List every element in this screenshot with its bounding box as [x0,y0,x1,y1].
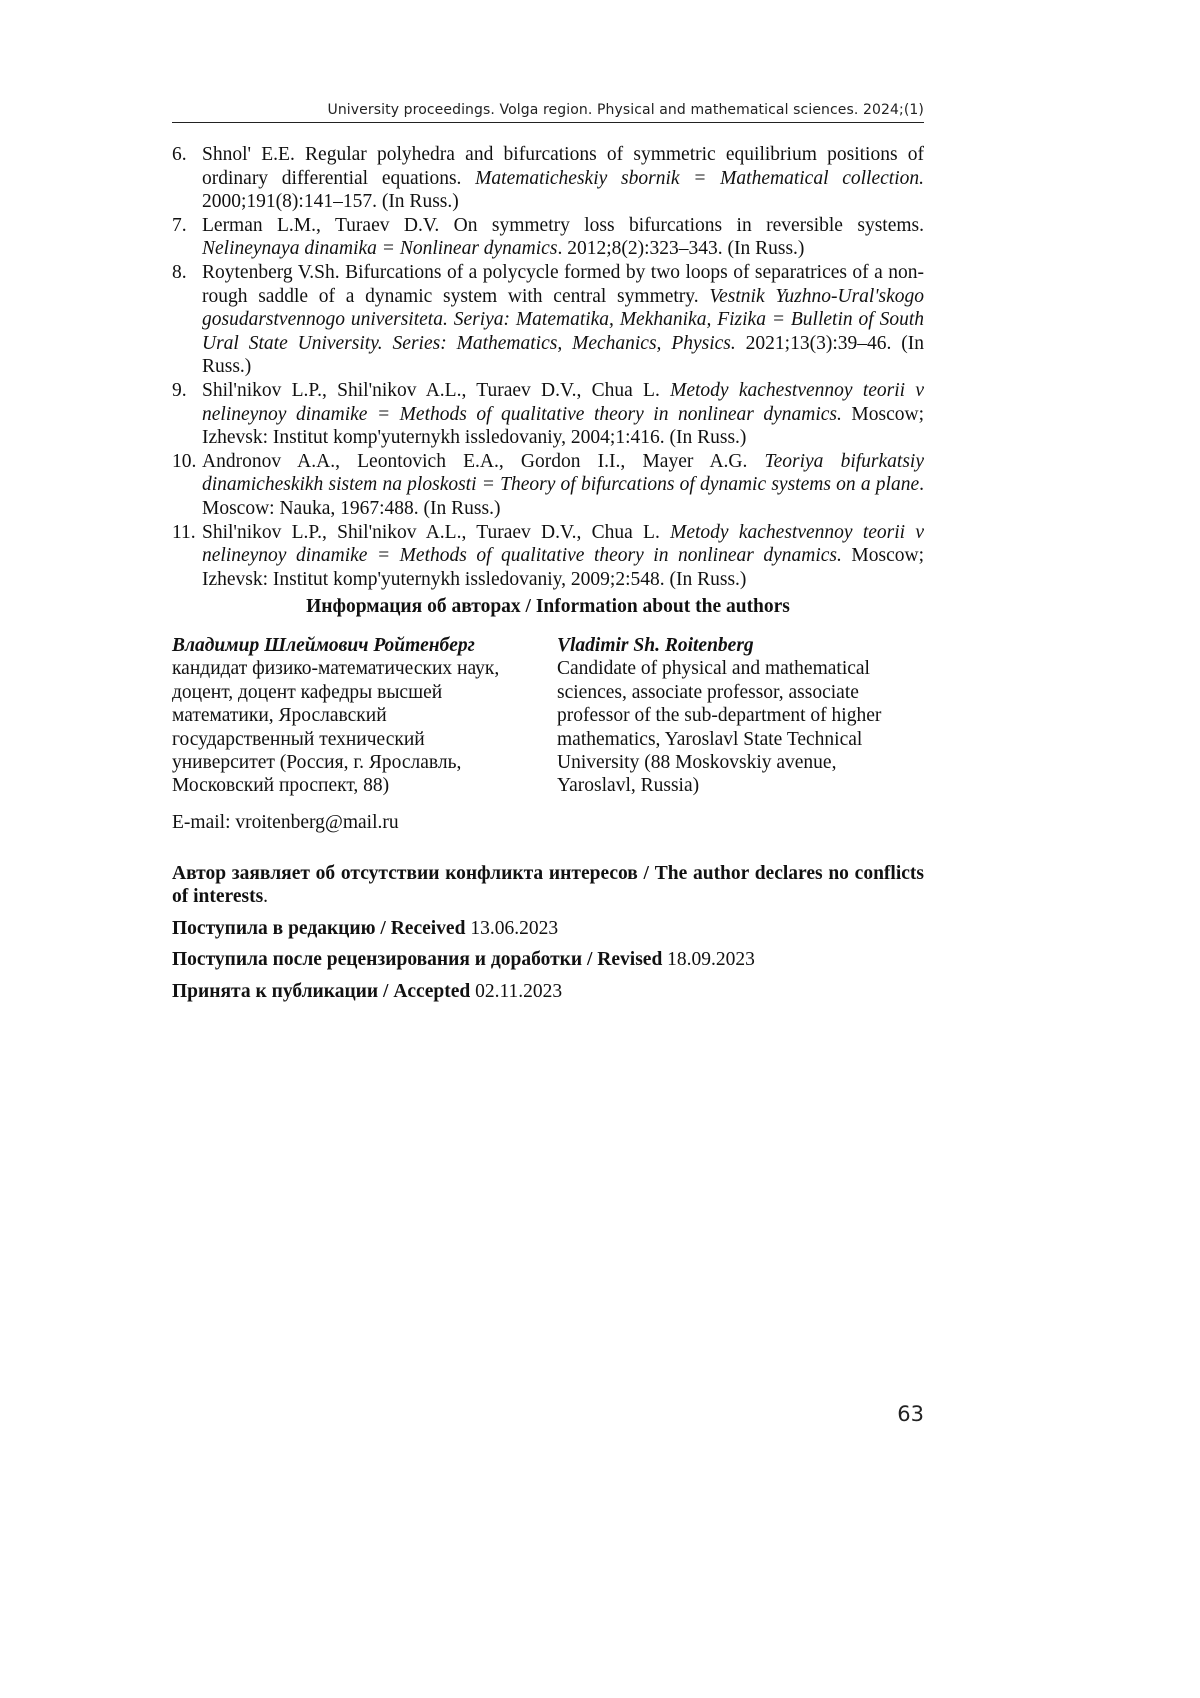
accepted-line: Принята к публикации / Accepted 02.11.2023 [172,980,563,1002]
reference-text: Shil'nikov L.P., Shil'nikov A.L., Turaev D.V., Chua L. Metody kachestvennoy teorii v nelineynoy dinamike = Methods of qualitative theory in nonlinear dynamics. Moscow; Izhevsk: Institut komp'yuternykh issledovaniy, 2009;2:548. (In Russ.) [202,521,925,590]
page-number: 63 [897,1402,924,1426]
author-email: E-mail: vroitenberg@mail.ru [172,812,399,833]
author-affiliation-line: professor of the sub-department of higher [557,705,882,727]
reference-text: Shil'nikov L.P., Shil'nikov A.L., Turaev D.V., Chua L. Metody kachestvennoy teorii v nelineynoy dinamike = Methods of qualitative theory in nonlinear dynamics. Moscow; Izhevsk: Institut komp'yuternykh issledovaniy, 2004;1:416. (In Russ.) [202,379,925,449]
received-line: Поступила в редакцию / Received 13.06.2023 [172,917,559,939]
reference-item [172,261,924,379]
reference-item [172,143,924,214]
reference-number: 11. [172,521,196,543]
author-name-en: Vladimir Sh. Roitenberg [557,635,754,656]
running-head: University proceedings. Volga region. Physical and mathematical sciences. 2024;(1) [172,102,924,123]
author-affiliation-line: Yaroslavl, Russia) [557,775,700,797]
author-affiliation-line: математики, Ярославский [172,705,387,727]
revised-line: Поступила после рецензирования и доработки / Revised 18.09.2023 [172,949,755,971]
author-affiliation-line: университет (Россия, г. Ярославль, [172,752,462,774]
authors-section-title: Информация об авторах / Information about the authors [306,596,790,617]
reference-item [172,214,924,261]
author-affiliation-line: University (88 Moskovskiy avenue, [557,752,837,774]
declarations [172,862,924,1011]
accepted-date: 02.11.2023 [475,980,563,1002]
reference-item [172,521,924,592]
author-affiliation-line: Московский проспект, 88) [172,775,390,797]
reference-number: 10. [172,450,197,472]
author-name-ru: Владимир Шлеймович Ройтенберг [172,635,475,656]
received-date: 13.06.2023 [470,917,559,939]
reference-number: 8. [172,261,187,283]
reference-number: 9. [172,379,187,401]
author-affiliation-line: Candidate of physical and mathematical [557,658,870,680]
reference-item [172,450,924,521]
author-info-russian [172,634,557,798]
author-affiliation-line: доцент, доцент кафедры высшей [172,681,443,703]
conflict-statement: Автор заявляет об отсутствии конфликта интересов / The author declares no conflicts of interests. [172,863,924,908]
author-affiliation-line: кандидат физико-математических наук, [172,658,500,680]
reference-text: Lerman L.M., Turaev D.V. On symmetry loss bifurcations in reversible systems. Nelineynaya dinamika = Nonlinear dynamics. 2012;8(2):323–343. (In Russ.) [202,214,924,260]
author-affiliation-line: mathematics, Yaroslavl State Technical [557,728,863,750]
reference-text: Andronov A.A., Leontovich E.A., Gordon I.I., Mayer A.G. Teoriya bifurkatsiy dinamicheskikh sistem na ploskosti = Theory of bifurcations of dynamic systems on a plane. Moscow: Nauka, 1967:488. (In Russ.) [202,450,925,519]
revised-date: 18.09.2023 [667,949,755,971]
reference-number: 7. [172,214,187,236]
author-affiliation-line: государственный технический [172,728,425,750]
author-info-english [557,634,924,798]
reference-item [172,379,924,450]
reference-text: Shnol' E.E. Regular polyhedra and bifurcations of symmetric equilibrium positions of ordinary differential equations. Matematicheskiy sbornik = Mathematical collection. 2000;191(8):141–157. (In Russ.) [202,144,924,213]
author-affiliation-line: sciences, associate professor, associate [557,681,859,703]
reference-number: 6. [172,144,187,165]
reference-text: Roytenberg V.Sh. Bifurcations of a polycycle formed by two loops of separatrices of a non-rough saddle of a dynamic system with central symmetry. Vestnik Yuzhno-Ural'skogo gosudarstvennogo universiteta. Seriya: Matematika, Mekhanika, Fizika = Bulletin of South Ural State University. Series: Mathematics, Mechanics, Physics. 2021;13(3):39–46. (In Russ.) [202,261,925,378]
reference-list [172,143,924,591]
author-info [172,634,924,798]
